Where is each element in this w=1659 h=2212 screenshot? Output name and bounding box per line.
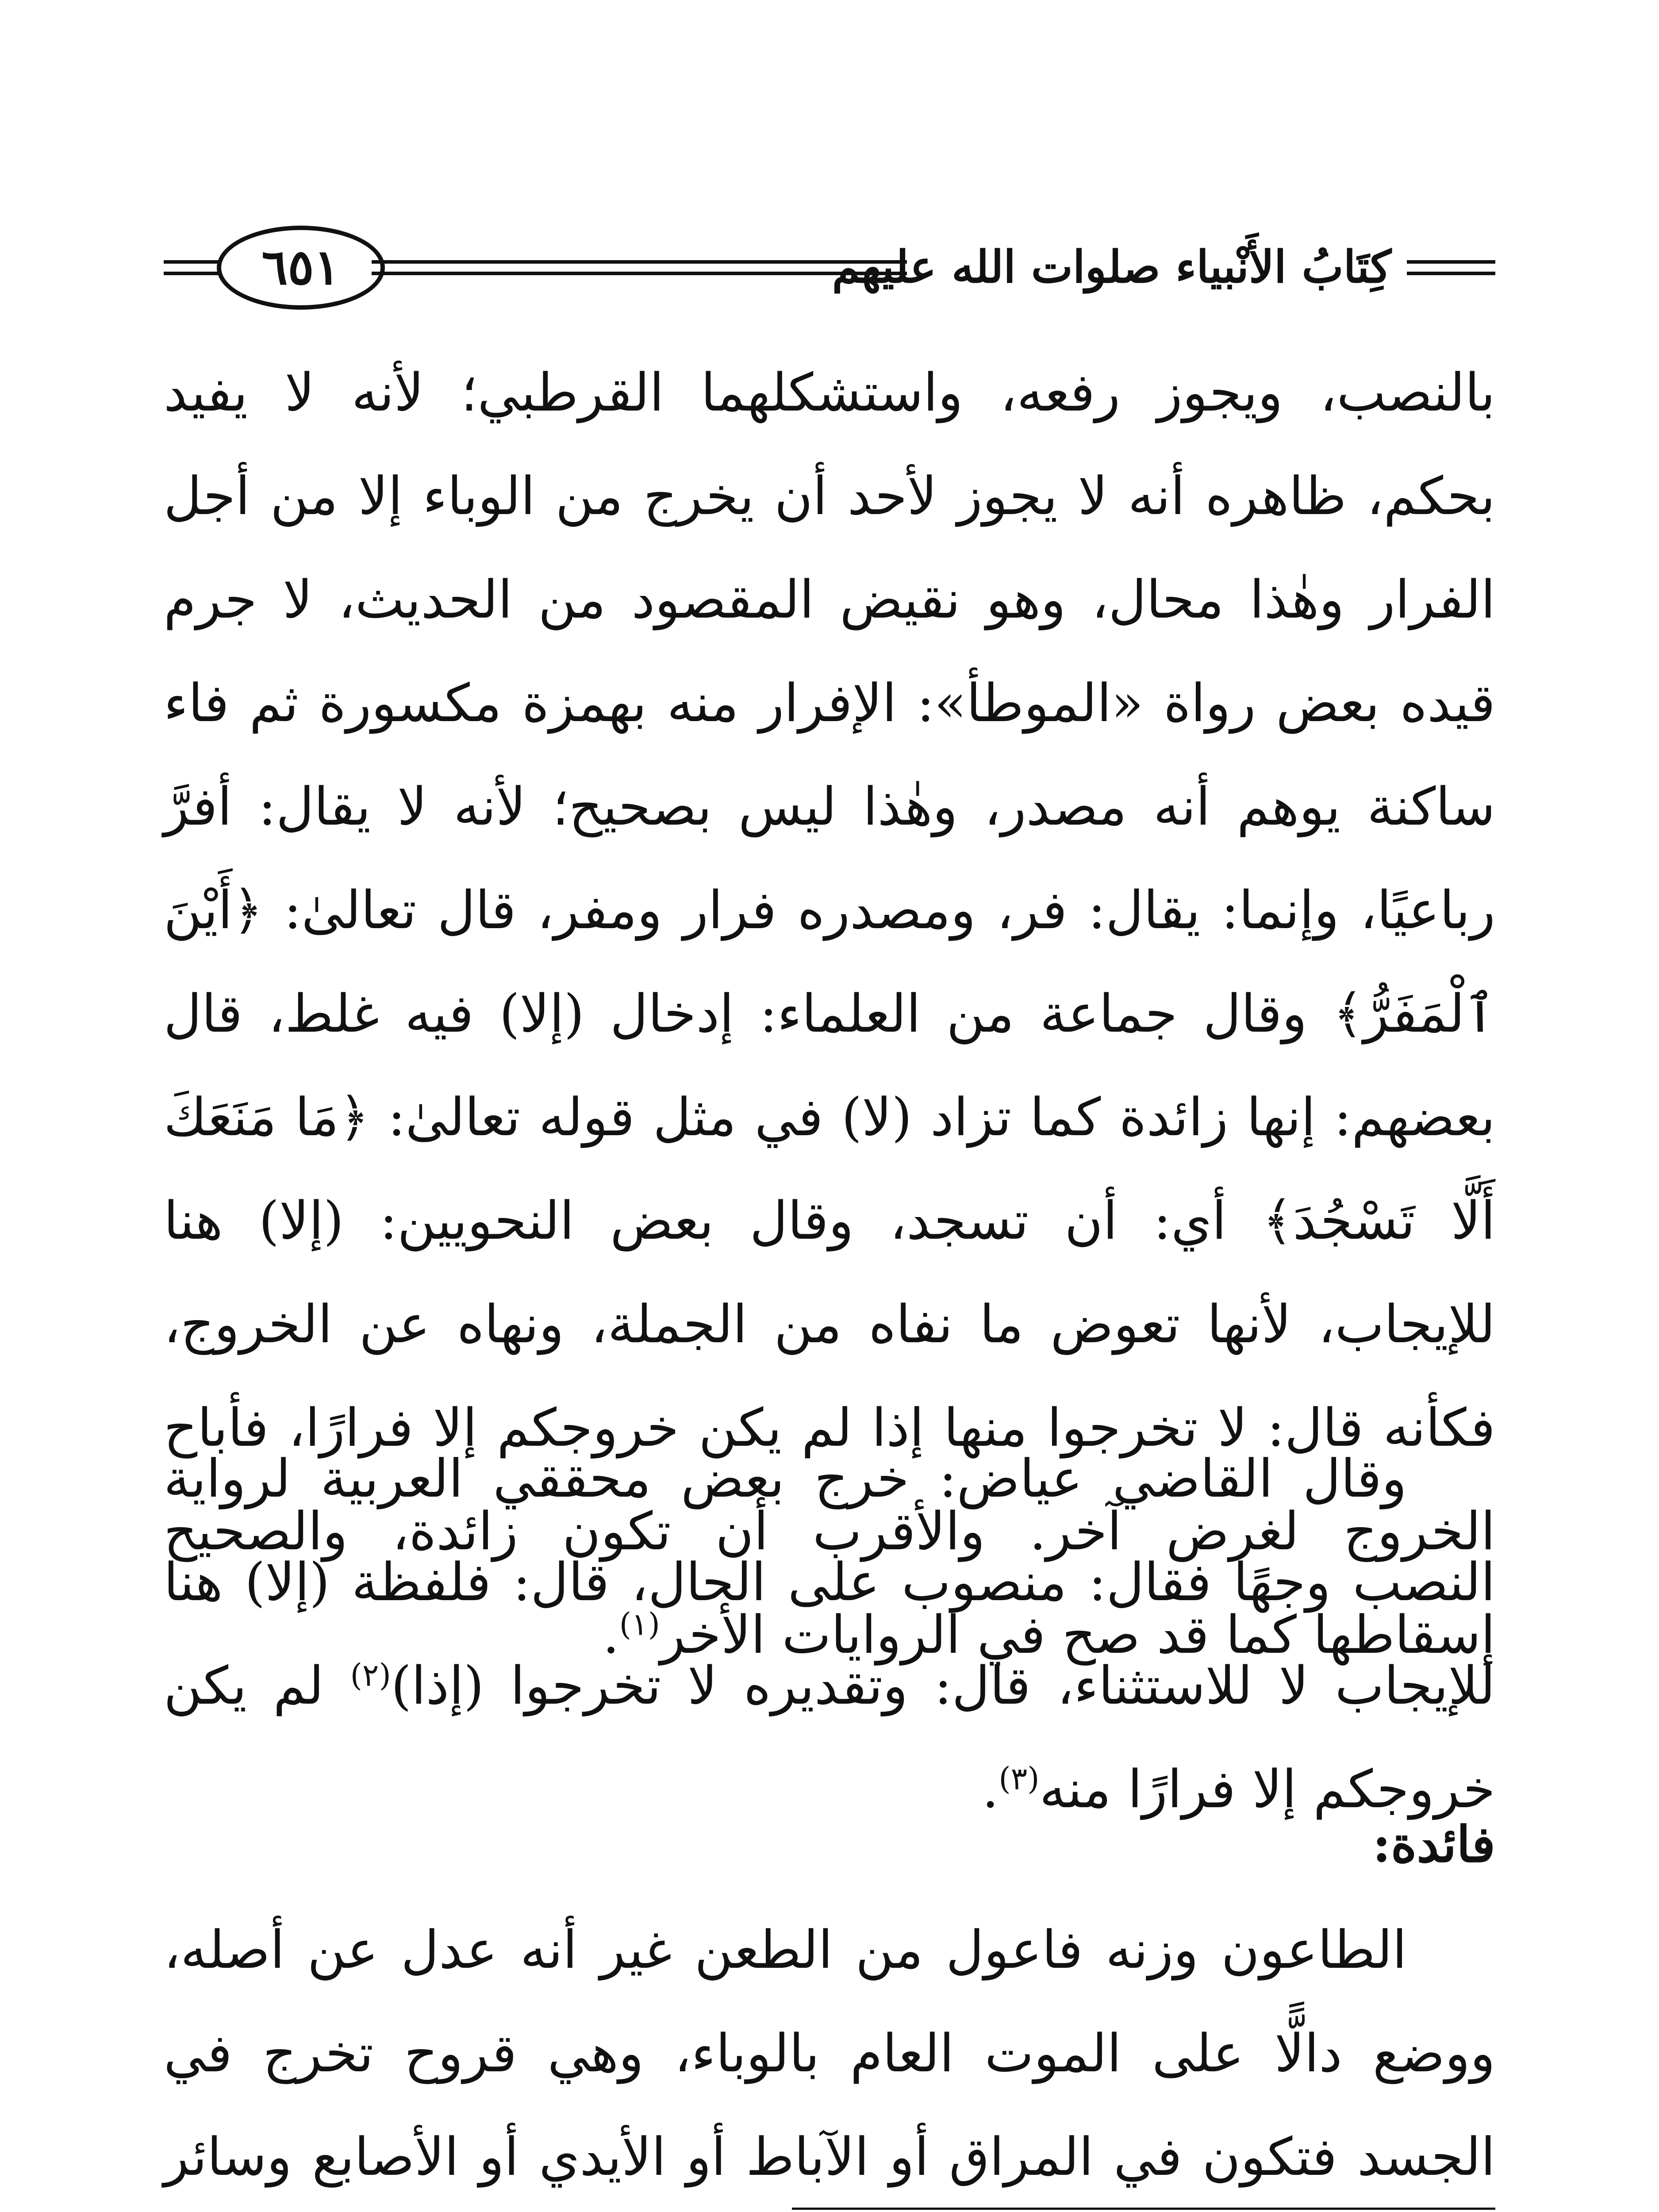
book-title: كِتَابُ الأَنْبياء صلوات الله عليهم — [832, 241, 1391, 293]
paragraph-3-text: الطاعون وزنه فاعول من الطعن غير أنه عدل عن أصله، ووضع دالًّا على الموت العام بالوباء، وهي قروح تخرج في الجسد فتكون في المراق أو الآباط أو الأيدي أو الأصابع وسائر — [164, 1919, 1495, 2187]
running-header — [164, 226, 1495, 310]
paragraph-3 — [164, 1898, 1495, 2212]
paragraph-2-text-b: لم يكن خروجكم إلا فرارًا منه — [164, 1655, 1495, 1820]
header-rule-right — [1407, 260, 1495, 275]
footnote-ref-3: (٣) — [998, 1760, 1040, 1797]
section-heading: فائدة: — [1372, 1816, 1495, 1874]
footnote-ref-1: (١) — [619, 1606, 660, 1643]
footnote-ref-2: (٢) — [350, 1657, 391, 1694]
paragraph-2-end: . — [982, 1759, 999, 1820]
header-rule-middle — [372, 260, 907, 275]
header-rule-left — [164, 260, 226, 275]
paragraph-2-text-a: وقال القاضي عياض: خرج بعض محققي العربية لرواية النصب وجهًا فقال: منصوب على الحال، قال: فلفظة (إلا) هنا للإيجاب لا للاستثناء، قال: وتقديره لا تخرجوا (إذا) — [164, 1448, 1495, 1716]
page-number: ٦٥١ — [261, 238, 340, 296]
paragraph-1-text: بالنصب، ويجوز رفعه، واستشكلهما القرطبي؛ لأنه لا يفيد بحكم، ظاهره أنه لا يجوز لأحد أن يخرج من الوباء إلا من أجل الفرار وهٰذا محال، وهو نقيض المقصود من الحديث، لا جرم قيده بعض رواة «الموطأ»: الإفرار منه بهمزة مكسورة ثم فاء ساكنة يوهم أنه مصدر، وهٰذا ليس بصحيح؛ لأنه لا يقال: أفرَّ رباعيًا، وإنما: يقال: فر، ومصدره فرار ومفر، قال تعالىٰ: ﴿أَيْنَ ٱلْمَفَرُّ﴾ وقال جماعة من العلماء: إدخال (إلا) فيه غلط، قال بعضهم: إنها زائدة كما تزاد (لا) في مثل قوله تعالىٰ: ﴿مَا مَنَعَكَ أَلَّا تَسْجُدَ﴾ أي: أن تسجد، وقال بعض النحويين: (إلا) هنا للإيجاب، لأنها تعوض ما نفاه من الجملة، ونهاه عن الخروج، فكأنه قال: لا تخرجوا منها إذا لم يكن خروجكم إلا فرارًا، فأباح الخروج لغرض آخر. والأقرب أن تكون زائدة، والصحيح إسقاطها كما قد صح في الروايات الأخر — [164, 362, 1495, 1665]
paragraph-1-end: . — [603, 1604, 619, 1665]
page-number-badge — [217, 226, 385, 310]
footnote-separator — [792, 2208, 1495, 2210]
paragraph-2 — [164, 1427, 1495, 1841]
